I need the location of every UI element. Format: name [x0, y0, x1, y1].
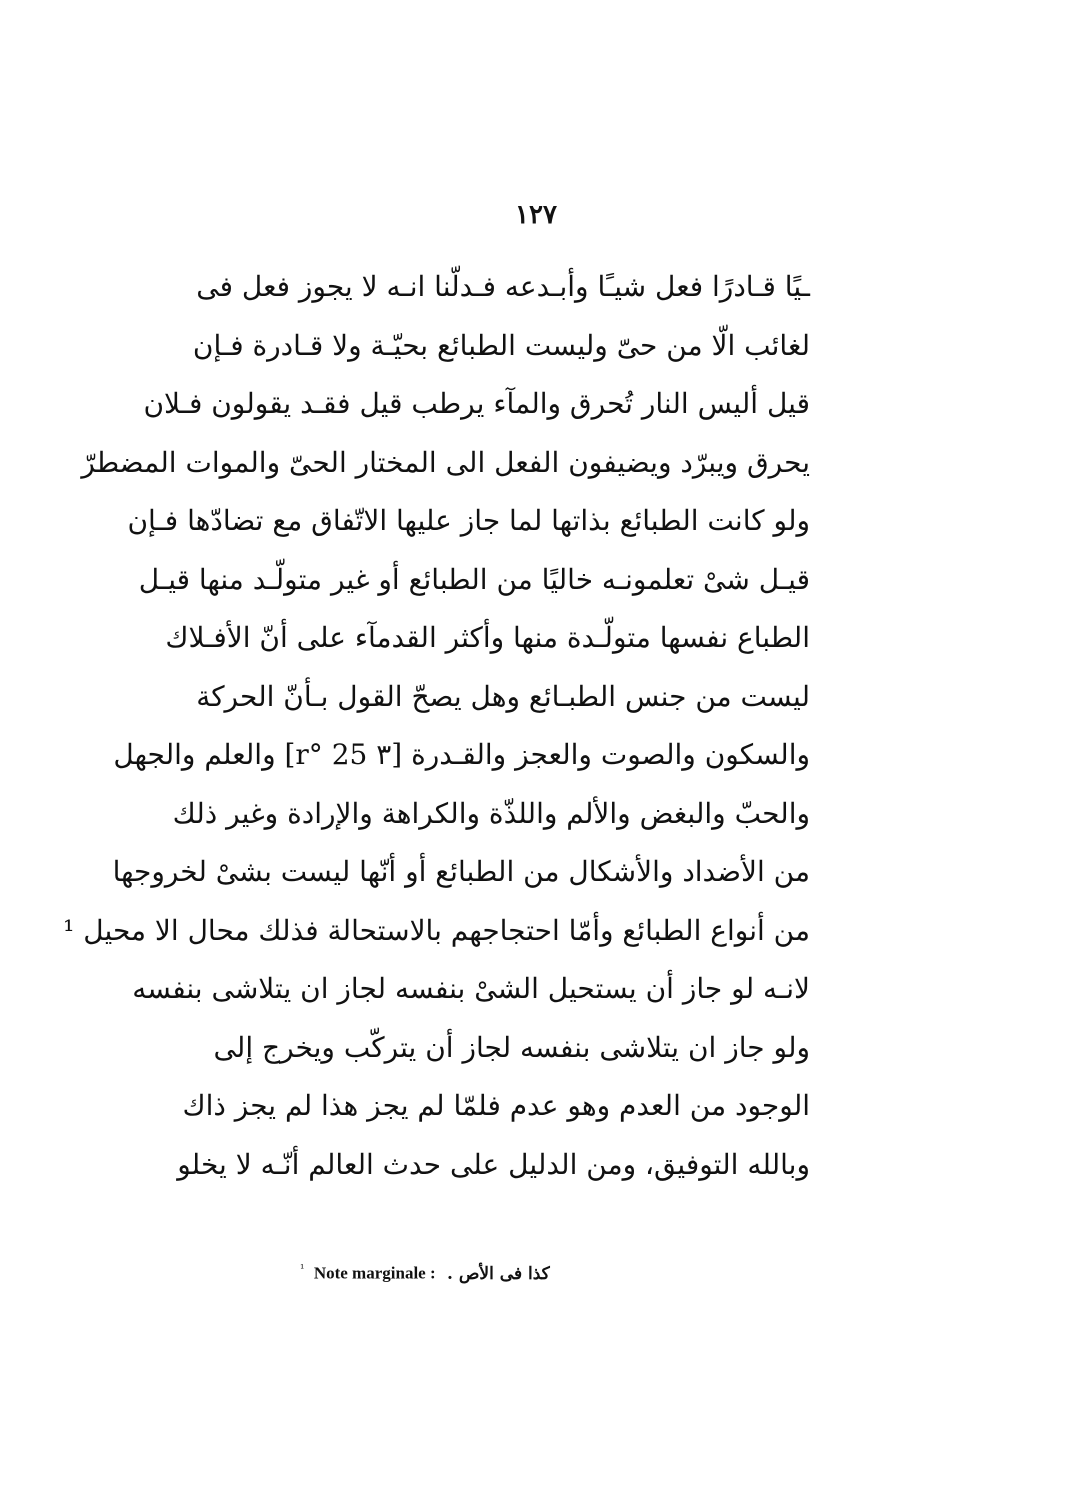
text-line: ليست من جنس الطبـائع وهل يصحّ القول بـأنّ الحركة — [196, 679, 810, 713]
footnote-label: Note marginale : — [313, 1263, 436, 1283]
text-line: والحبّ والبغض والألم واللذّة والكراهة والإرادة وغير ذلك — [172, 796, 810, 830]
text-line: الطباع نفسها متولّـدة منها وأكثر القدمآء على أنّ الأفـلاك — [165, 621, 810, 654]
text-line: من الأضداد والأشكال من الطبائع أو أنّها ليست بشىْ لخروجها — [112, 855, 810, 888]
text-line: لغائب الّا من حىّ وليست الطبائع بحيّـة ولا قـادرة فـإن — [192, 328, 810, 362]
text-line: قيـل شىْ تعلمونـه خاليًا من الطبائع أو غير متولّـد منها قيـل — [138, 562, 810, 596]
text-line: قيل أليس النار تُحرق والمآء يرطب قيل فقـد يقولون فـلان — [143, 387, 810, 420]
footnote-text: كذا فى الأص . — [447, 1263, 550, 1284]
body-text — [63, 258, 810, 1194]
text-line: ولو جاز ان يتلاشى بنفسه لجاز أن يتركّب ويخرج إلى — [213, 1030, 810, 1064]
text-line: يحرق ويبرّد ويضيفون الفعل الى المختار الحىّ والموات المضطرّ — [81, 445, 810, 479]
footnote — [300, 1262, 600, 1284]
text-line: الوجود من العدم وهو عدم فلمّا لم يجز هذا لم يجز ذاك — [182, 1089, 810, 1122]
text-line: وبالله التوفيق، ومن الدليل على حدث العالم أنّـه لا يخلو — [177, 1147, 810, 1181]
page-number: ١٢٧ — [515, 200, 557, 230]
footnote-mark: ¹ — [300, 1262, 305, 1275]
text-line: ولو كانت الطبائع بذاتها لما جاز عليها الاتّفاق مع تضادّها فـإن — [127, 504, 810, 537]
text-line: والسكون والصوت والعجز والقـدرة [r° 25 ۳] والعلم والجهل — [113, 738, 810, 771]
text-line: من أنواع الطبائع وأمّا احتجاجهم بالاستحالة فذلك محال الا محيل ¹ — [63, 913, 810, 947]
text-line: ـيًا قـادرًا فعل شيـًا وأبـدعه فـدلّنا انـه لا يجوز فعل فى — [196, 270, 810, 303]
text-line: لانـه لو جاز أن يستحيل الشىْ بنفسه لجاز ان يتلاشى بنفسه — [132, 972, 810, 1005]
